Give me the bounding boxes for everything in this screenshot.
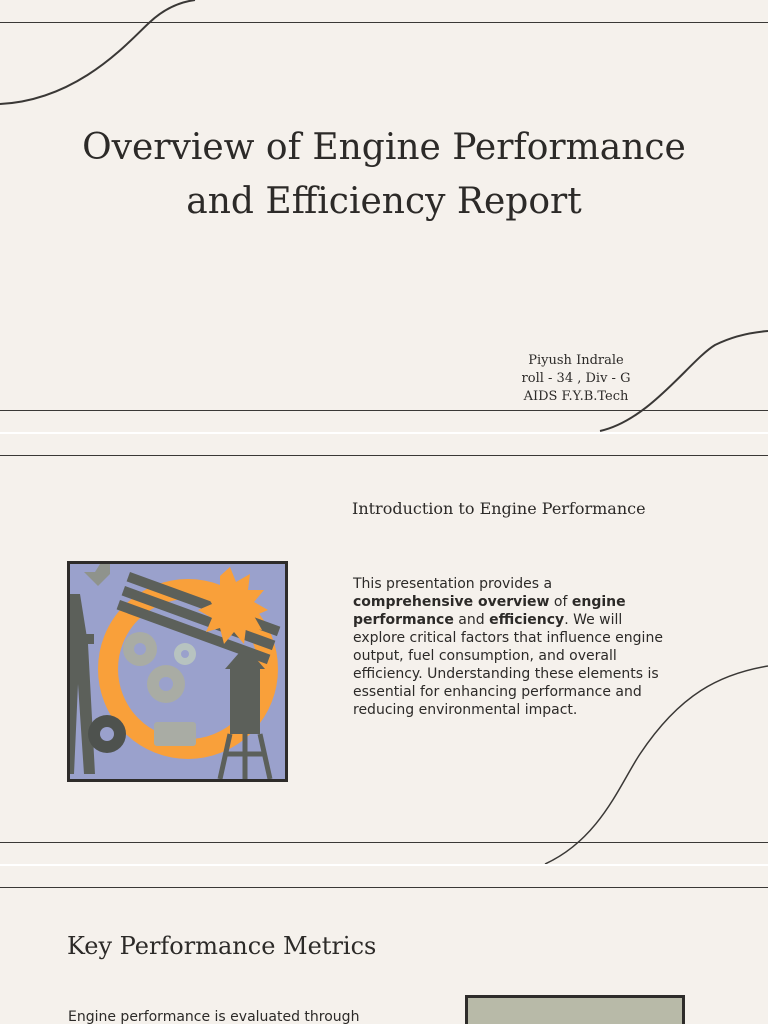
bottom-rule: [0, 842, 768, 843]
section-heading: Introduction to Engine Performance: [352, 499, 646, 518]
intro-slide: [0, 434, 768, 864]
gears-illustration-icon: [70, 564, 285, 779]
page-title: [0, 121, 768, 229]
author-block: [500, 352, 652, 406]
title-line-2: and Efficiency Report: [186, 181, 582, 222]
body-bold-text: engine performance: [353, 594, 626, 628]
author-class: AIDS F.Y.B.Tech: [523, 389, 629, 404]
metrics-slide: [0, 866, 768, 1024]
top-rule: [0, 887, 768, 888]
gears-illustration: [67, 561, 288, 782]
bottom-rule: [0, 410, 768, 411]
body-bold-text: comprehensive overview: [353, 594, 550, 610]
body-text: . We will explore critical factors that influence engine output, fuel consumption, and overall efficiency. Understanding these elements is essential for enhancing performance and reducing environmental impact.: [353, 612, 663, 718]
metrics-paragraph: Engine performance is evaluated through: [68, 1009, 360, 1024]
body-bold-text: efficiency: [489, 612, 565, 628]
section-heading: Key Performance Metrics: [67, 932, 377, 960]
title-slide: [0, 0, 768, 432]
metrics-image: [465, 995, 685, 1024]
title-line-1: Overview of Engine Performance: [82, 127, 686, 168]
intro-paragraph: [353, 575, 673, 719]
author-name: Piyush Indrale: [528, 353, 624, 368]
body-text: of: [549, 594, 572, 610]
body-text: and: [453, 612, 490, 628]
body-text: This presentation provides a: [353, 576, 553, 592]
author-roll: roll - 34 , Div - G: [521, 371, 631, 386]
